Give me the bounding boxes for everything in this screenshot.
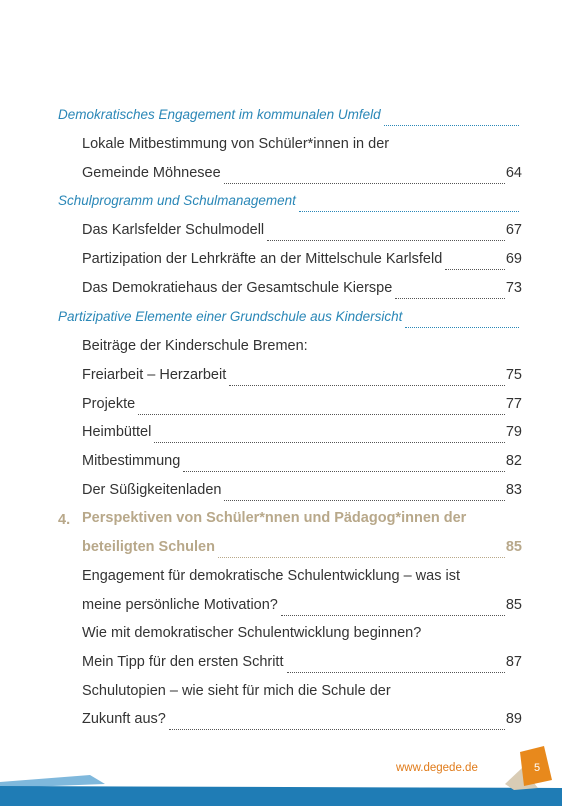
dot-leader bbox=[229, 385, 505, 386]
toc-entry[interactable] bbox=[82, 222, 522, 244]
toc-section-title: Partizipative Elemente einer Grundschule aus Kindersicht bbox=[58, 309, 403, 324]
dot-leader bbox=[281, 615, 505, 616]
footer-light-stripe bbox=[0, 775, 105, 788]
toc-entry[interactable] bbox=[82, 482, 522, 504]
toc-entry[interactable] bbox=[82, 338, 500, 360]
toc-section-title: Demokratisches Engagement im kommunalen Umfeld bbox=[58, 107, 381, 122]
toc-entry-title: Zukunft aus? bbox=[82, 711, 166, 727]
toc-entry[interactable] bbox=[82, 683, 522, 705]
dot-leader bbox=[154, 442, 505, 443]
toc-entry-title: Schulutopien – wie sieht für mich die Schule der bbox=[82, 683, 391, 699]
toc-entry-title: Projekte bbox=[82, 396, 136, 412]
toc-chapter-title: Perspektiven von Schüler*nnen und Pädagog*innen der bbox=[82, 510, 467, 526]
toc-entry-title: Wie mit demokratischer Schulentwicklung beginnen? bbox=[82, 625, 422, 641]
toc-entry[interactable] bbox=[82, 597, 522, 619]
page-number: 5 bbox=[534, 762, 541, 774]
toc-chapter-number: 4. bbox=[58, 512, 71, 528]
toc-entry-title: Heimbüttel bbox=[82, 424, 152, 440]
toc-page-number: 82 bbox=[505, 453, 522, 469]
toc-entry-title: Partizipation der Lehrkräfte an der Mittelschule Karlsfeld bbox=[82, 251, 443, 267]
toc-entry-title: Gemeinde Möhnesee bbox=[82, 165, 221, 181]
toc-entry-title: Engagement für demokratische Schulentwicklung – was ist bbox=[82, 568, 460, 584]
toc-entry-title: Das Demokratiehaus der Gesamtschule Kierspe bbox=[82, 280, 393, 296]
toc-entry-title: Lokale Mitbestimmung von Schüler*innen in der bbox=[82, 136, 390, 152]
toc-chapter-heading[interactable] bbox=[82, 510, 522, 532]
toc-page-number: 75 bbox=[505, 367, 522, 383]
toc-section-heading[interactable] bbox=[58, 107, 520, 129]
toc-section-heading[interactable] bbox=[58, 193, 520, 215]
dot-leader bbox=[138, 414, 505, 415]
dot-leader bbox=[218, 557, 505, 558]
dot-leader bbox=[267, 240, 505, 241]
toc-page-number: 67 bbox=[505, 222, 522, 238]
toc-entry[interactable] bbox=[82, 280, 522, 302]
toc-section-title: Schulprogramm und Schulmanagement bbox=[58, 193, 296, 208]
dot-leader bbox=[169, 729, 505, 730]
dot-leader bbox=[183, 471, 505, 472]
dot-leader bbox=[445, 269, 505, 270]
toc-page-number: 79 bbox=[505, 424, 522, 440]
dot-leader bbox=[224, 183, 505, 184]
toc-chapter-title: beteiligten Schulen bbox=[82, 539, 215, 555]
toc-page-number: 77 bbox=[505, 396, 522, 412]
toc-entry[interactable] bbox=[82, 654, 522, 676]
dot-leader bbox=[299, 211, 519, 212]
toc-entry[interactable] bbox=[82, 424, 522, 446]
dot-leader bbox=[287, 672, 505, 673]
toc-entry-title: meine persönliche Motivation? bbox=[82, 597, 278, 613]
toc-entry-title: Der Süßigkeitenladen bbox=[82, 482, 222, 498]
toc-page-number: 83 bbox=[505, 482, 522, 498]
toc-chapter-heading[interactable] bbox=[82, 539, 522, 561]
toc-entry[interactable] bbox=[82, 251, 522, 273]
toc-entry[interactable] bbox=[82, 396, 522, 418]
dot-leader bbox=[395, 298, 505, 299]
footer-website-link[interactable]: www.degede.de bbox=[396, 762, 478, 774]
toc-entry[interactable] bbox=[82, 165, 522, 187]
toc-entry[interactable] bbox=[82, 625, 522, 647]
toc-section-heading[interactable] bbox=[58, 309, 520, 331]
toc-entry-title: Mein Tipp für den ersten Schritt bbox=[82, 654, 284, 670]
toc-entry-title: Freiarbeit – Herzarbeit bbox=[82, 367, 227, 383]
toc-entry[interactable] bbox=[82, 453, 522, 475]
dot-leader bbox=[405, 327, 519, 328]
toc-entry[interactable] bbox=[82, 568, 522, 590]
toc-page-number: 87 bbox=[505, 654, 522, 670]
toc-page-number: 64 bbox=[505, 165, 522, 181]
footer-blue-band bbox=[0, 786, 562, 806]
toc-page-number: 85 bbox=[505, 539, 522, 555]
toc-page-number: 69 bbox=[505, 251, 522, 267]
toc-page-number: 73 bbox=[505, 280, 522, 296]
toc-entry[interactable] bbox=[82, 136, 500, 158]
dot-leader bbox=[384, 125, 519, 126]
toc-page-number: 85 bbox=[505, 597, 522, 613]
toc-entry-title: Das Karlsfelder Schulmodell bbox=[82, 222, 265, 238]
dot-leader bbox=[224, 500, 504, 501]
toc-entry[interactable] bbox=[82, 711, 522, 733]
toc-entry-title: Mitbestimmung bbox=[82, 453, 181, 469]
toc-entry[interactable] bbox=[82, 367, 522, 389]
toc-page-number: 89 bbox=[505, 711, 522, 727]
toc-entry-title: Beiträge der Kinderschule Bremen: bbox=[82, 338, 308, 354]
